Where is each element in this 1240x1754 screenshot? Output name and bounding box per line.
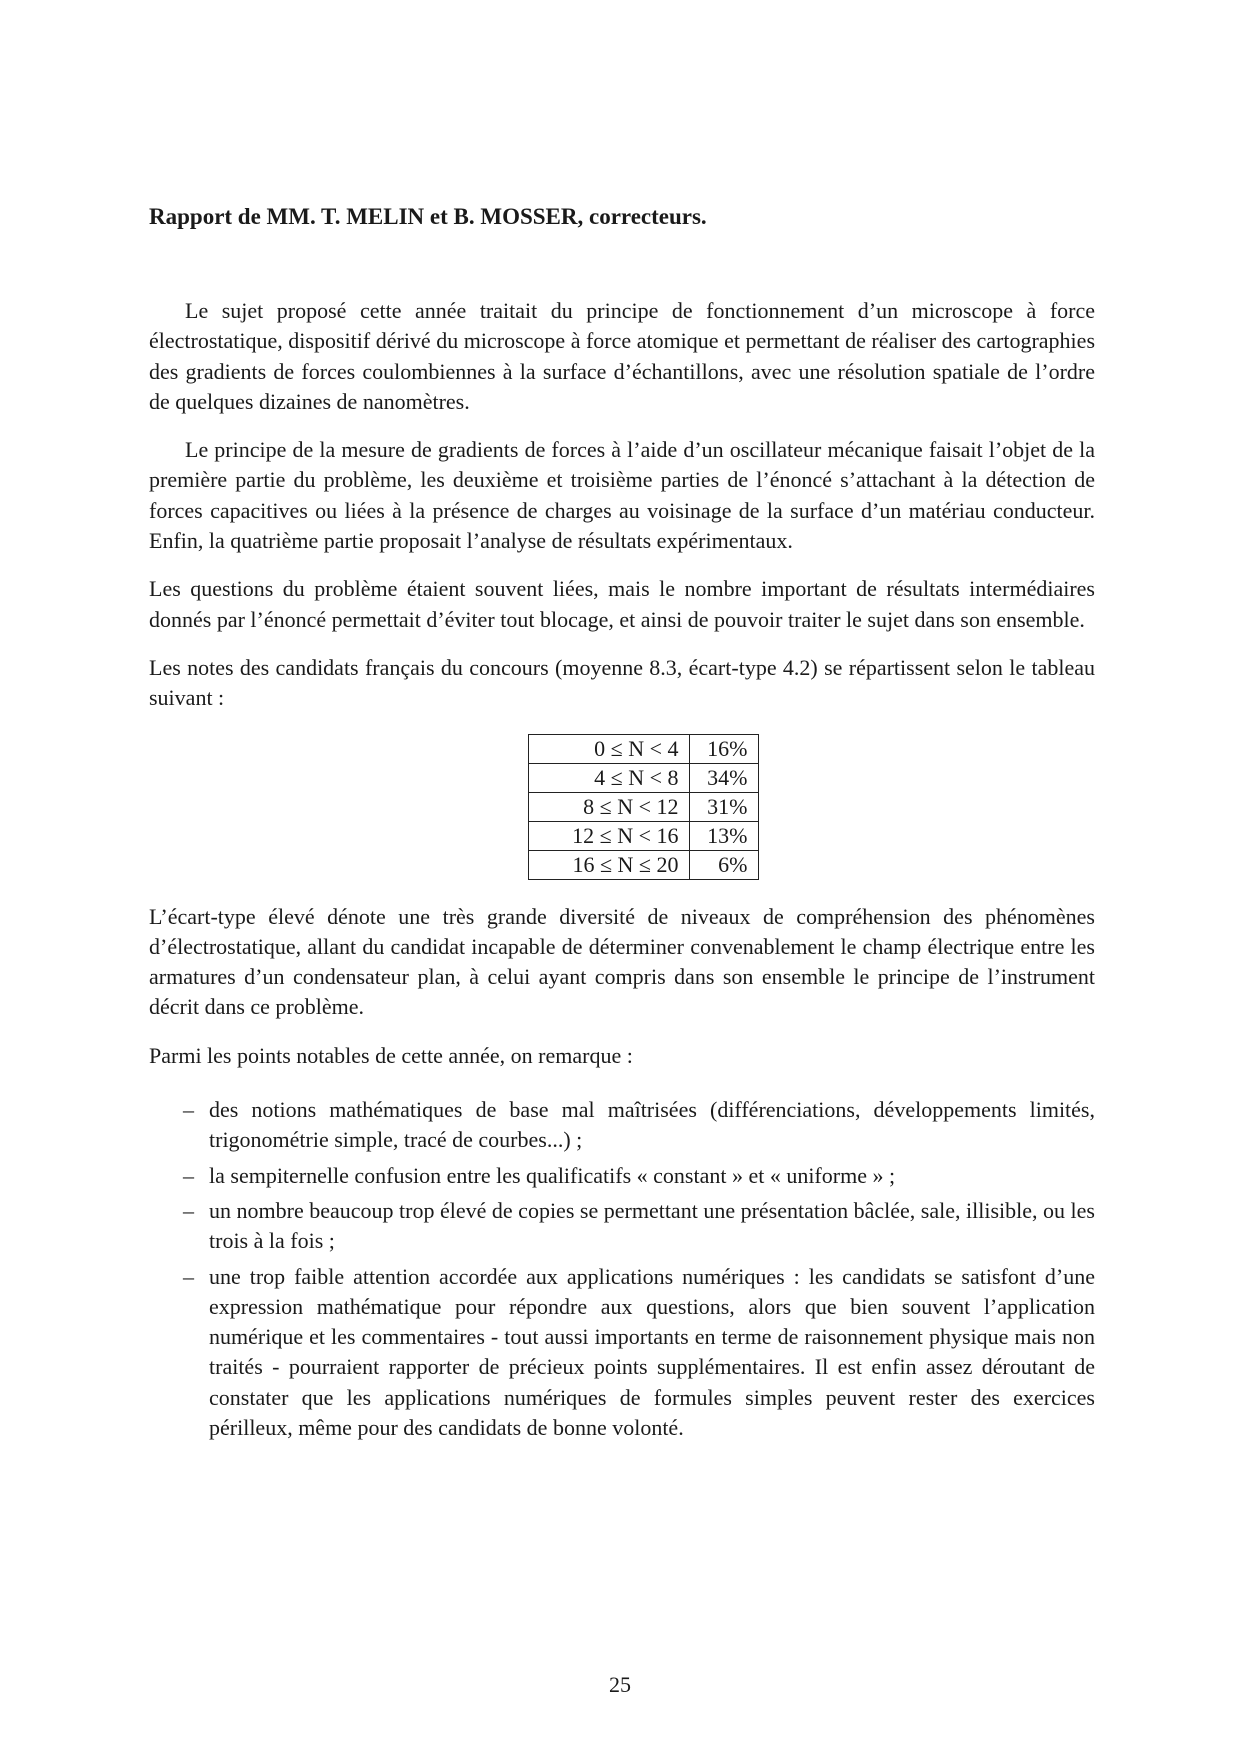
paragraph-parts: Le principe de la mesure de gradients de forces à l’aide d’un oscillateur mécanique faisait l’objet de la première partie du problème, les deuxième et troisième parties de l’énoncé s’attachant à la détection de forces capacitives ou liées à la présence de charges au voisinage de la surface d’un matériau conducteur. Enfin, la quatrième partie proposait l’analyse de résultats expérimentaux. bbox=[149, 437, 1095, 554]
list-dash: – bbox=[183, 1097, 194, 1123]
grade-percent-cell: 6% bbox=[689, 850, 758, 879]
grade-range-cell: 0 ≤ N < 4 bbox=[528, 734, 689, 763]
table-row bbox=[528, 850, 758, 879]
grade-range-cell: 8 ≤ N < 12 bbox=[528, 792, 689, 821]
paragraph-std-dev: L’écart-type élevé dénote une très grande diversité de niveaux de compréhension des phénomènes d’électrostatique, allant du candidat incapable de déterminer convenablement le champ électrique entre les armatures d’un condensateur plan, à celui ayant compris dans son ensemble le principe de l’instrument décrit dans ce problème. bbox=[149, 903, 1095, 1020]
grade-percent-cell: 34% bbox=[689, 763, 758, 792]
list-item-text: une trop faible attention accordée aux applications numériques : les candidats se satisfont d’une expression mathématique pour répondre aux questions, alors que bien souvent l’application numérique et les commentaires - tout aussi importants en terme de raisonnement physique mais non traités - pourraient rapporter de précieux points supplémentaires. Il est enfin assez déroutant de constater que les applications numériques de formules simples peuvent rester des exercices périlleux, même pour des candidats de bonne volonté. bbox=[209, 1263, 1095, 1441]
list-item-text: un nombre beaucoup trop élevé de copies se permettant une présentation bâclée, sale, illisible, ou les trois à la fois ; bbox=[209, 1197, 1095, 1254]
grades-table-wrapper bbox=[149, 734, 1095, 880]
list-item bbox=[183, 1262, 1095, 1444]
list-item-text: des notions mathématiques de base mal maîtrisées (différenciations, développements limités, trigonométrie simple, tracé de courbes...) ; bbox=[209, 1097, 1095, 1153]
list-item bbox=[183, 1196, 1095, 1257]
grade-percent-cell: 31% bbox=[689, 792, 758, 821]
list-dash: – bbox=[183, 1263, 194, 1289]
report-title: Rapport de MM. T. MELIN et B. MOSSER, correcteurs. bbox=[149, 204, 707, 229]
remarks-list bbox=[149, 1095, 1095, 1443]
list-dash: – bbox=[183, 1162, 194, 1188]
grades-table bbox=[528, 734, 759, 880]
list-item bbox=[183, 1161, 1095, 1191]
page-number: 25 bbox=[609, 1672, 631, 1697]
paragraph-subject: Le sujet proposé cette année traitait du principe de fonctionnement d’un microscope à force électrostatique, dispositif dérivé du microscope à force atomique et permettant de réaliser des cartographies des gradients de forces coulombiennes à la surface d’échantillons, avec une résolution spatiale de l’ordre de quelques dizaines de nanomètres. bbox=[149, 298, 1095, 414]
list-dash: – bbox=[183, 1197, 194, 1223]
paragraph-list-intro: Parmi les points notables de cette année, on remarque : bbox=[149, 1042, 633, 1068]
grade-percent-cell: 16% bbox=[689, 734, 758, 763]
grade-range-cell: 4 ≤ N < 8 bbox=[528, 763, 689, 792]
grade-range-cell: 12 ≤ N < 16 bbox=[528, 821, 689, 850]
table-row bbox=[528, 734, 758, 763]
list-item bbox=[183, 1095, 1095, 1156]
table-row bbox=[528, 821, 758, 850]
paragraph-questions: Les questions du problème étaient souvent liées, mais le nombre important de résultats intermédiaires donnés par l’énoncé permettait d’éviter tout blocage, et ainsi de pouvoir traiter le sujet dans son ensemble. bbox=[149, 576, 1095, 632]
report-body bbox=[149, 296, 1095, 1448]
table-row bbox=[528, 792, 758, 821]
table-row bbox=[528, 763, 758, 792]
grade-percent-cell: 13% bbox=[689, 821, 758, 850]
paragraph-grades-intro: Les notes des candidats français du concours (moyenne 8.3, écart-type 4.2) se répartissent selon le tableau suivant : bbox=[149, 654, 1095, 711]
grade-range-cell: 16 ≤ N ≤ 20 bbox=[528, 850, 689, 879]
list-item-text: la sempiternelle confusion entre les qualificatifs « constant » et « uniforme » ; bbox=[209, 1162, 896, 1188]
